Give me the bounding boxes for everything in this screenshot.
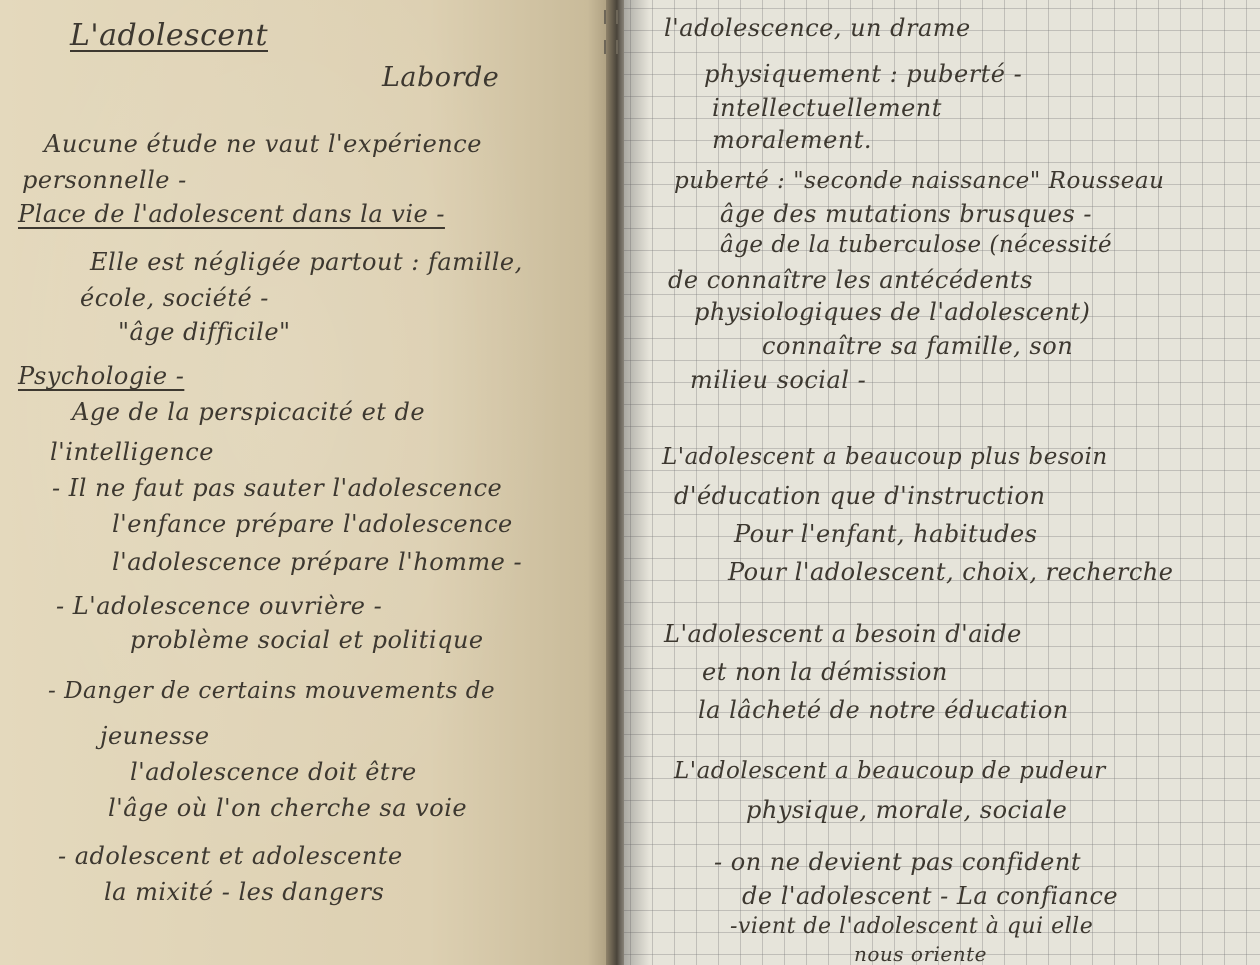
text-line: - adolescent et adolescente <box>58 842 403 870</box>
section-heading: Psychologie - <box>18 362 185 390</box>
left-page <box>0 0 612 965</box>
text-line: Elle est négligée partout : famille, <box>90 248 523 276</box>
text-line: Age de la perspicacité et de <box>72 398 426 426</box>
text-line: l'intelligence <box>50 438 214 466</box>
text-line: - L'adolescence ouvrière - <box>56 592 383 620</box>
page-title: L'adolescent <box>70 18 268 53</box>
text-line: -vient de l'adolescent à qui elle <box>730 914 1094 939</box>
text-line: âge des mutations brusques - <box>720 200 1093 228</box>
text-line: moralement. <box>712 126 873 154</box>
section-heading: l'adolescence, un drame <box>664 14 971 42</box>
binding-stitch <box>604 10 618 24</box>
text-line: physique, morale, sociale <box>746 796 1068 824</box>
text-line: - Danger de certains mouvements de <box>48 678 496 704</box>
right-page <box>624 0 1260 965</box>
text-line: milieu social - <box>690 366 867 394</box>
text-line: l'adolescence doit être <box>130 758 417 786</box>
text-line: physiquement : puberté - <box>704 60 1023 88</box>
text-line: connaître sa famille, son <box>762 332 1074 360</box>
text-line: L'adolescent a besoin d'aide <box>664 620 1022 648</box>
text-line: de l'adolescent - La confiance <box>742 882 1119 910</box>
text-line: "âge difficile" <box>118 318 291 346</box>
text-line: la lâcheté de notre éducation <box>698 696 1069 724</box>
text-line: d'éducation que d'instruction <box>674 482 1046 510</box>
text-line: - on ne devient pas confident <box>714 848 1081 876</box>
text-line: Pour l'enfant, habitudes <box>734 520 1038 548</box>
author-name: Laborde <box>382 62 500 93</box>
text-line: nous oriente <box>854 942 988 965</box>
text-line: l'adolescence prépare l'homme - <box>112 548 523 576</box>
text-line: - Il ne faut pas sauter l'adolescence <box>52 474 503 502</box>
text-line: l'enfance prépare l'adolescence <box>112 510 513 538</box>
text-line: Aucune étude ne vaut l'expérience <box>44 130 482 158</box>
text-line: personnelle - <box>22 166 187 194</box>
text-line: l'âge où l'on cherche sa voie <box>108 794 468 822</box>
text-line: puberté : "seconde naissance" Rousseau <box>674 168 1165 194</box>
binding-stitch <box>604 40 618 54</box>
text-line: L'adolescent a beaucoup plus besoin <box>662 444 1108 470</box>
text-line: de connaître les antécédents <box>668 266 1033 294</box>
text-line: et non la démission <box>702 658 948 686</box>
text-line: la mixité - les dangers <box>104 878 385 906</box>
text-line: jeunesse <box>100 722 210 750</box>
text-line: L'adolescent a beaucoup de pudeur <box>674 758 1106 784</box>
text-line: Pour l'adolescent, choix, recherche <box>728 558 1174 586</box>
text-line: intellectuellement <box>712 94 942 122</box>
text-line: physiologiques de l'adolescent) <box>694 298 1091 326</box>
section-heading: Place de l'adolescent dans la vie - <box>18 200 445 228</box>
text-line: âge de la tuberculose (nécessité <box>720 232 1113 258</box>
text-line: problème social et politique <box>130 626 484 654</box>
text-line: école, société - <box>80 284 269 312</box>
